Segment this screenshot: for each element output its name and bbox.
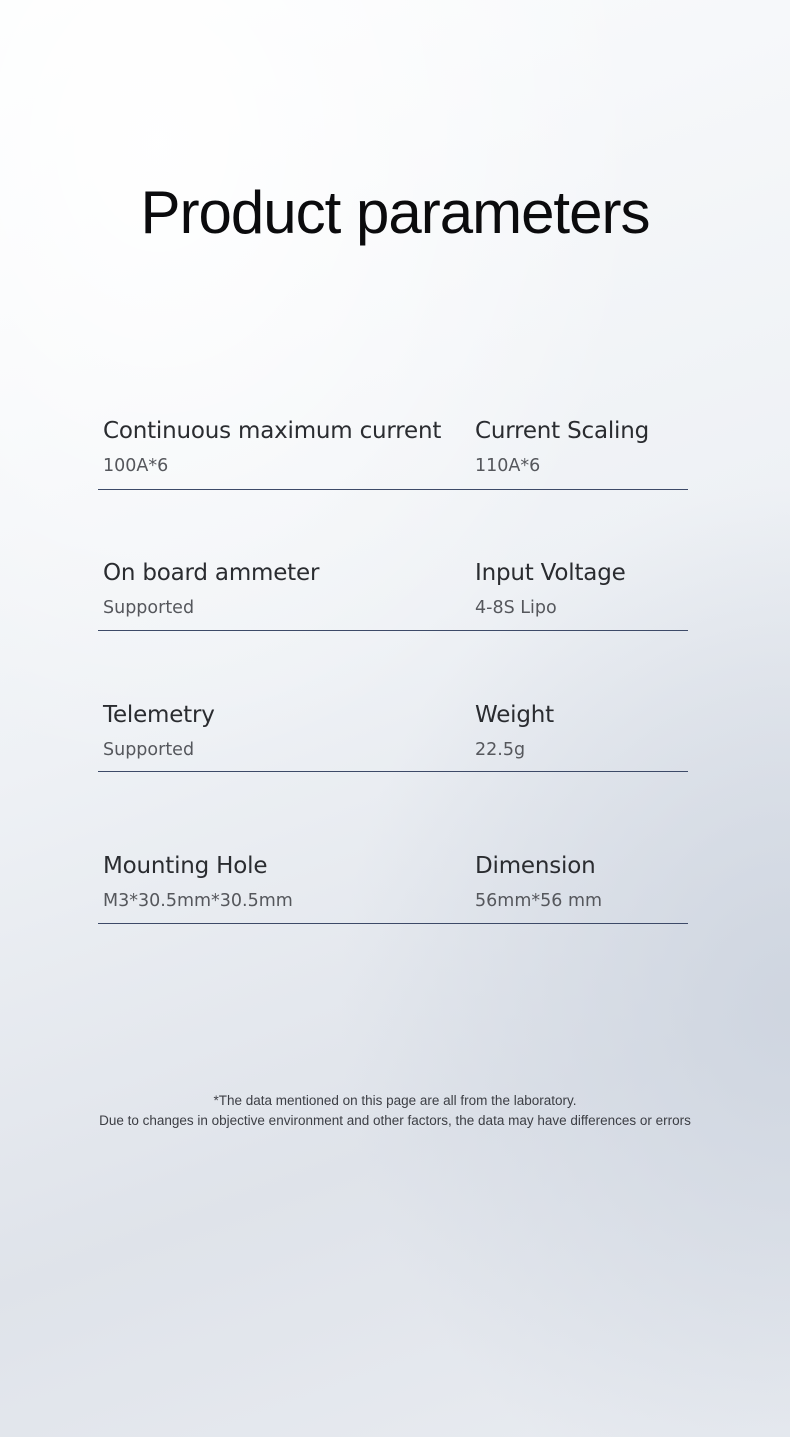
param-input-voltage [475, 560, 626, 618]
param-row-ammeter [98, 560, 688, 631]
param-label: On board ammeter [103, 560, 320, 586]
param-label: Weight [475, 702, 554, 728]
param-row-mounting [98, 853, 688, 924]
param-value: Supported [103, 740, 195, 760]
param-value: Supported [103, 598, 195, 618]
param-label: Mounting Hole [103, 853, 268, 879]
param-value: 56mm*56 mm [475, 891, 603, 911]
footnote-line-2: Due to changes in objective environment and other factors, the data may have differences or errors [99, 1113, 691, 1128]
param-label: Dimension [475, 853, 596, 879]
param-value: 22.5g [475, 740, 526, 760]
footnote [0, 1091, 790, 1131]
param-row-telemetry [98, 702, 688, 772]
param-dimension [475, 853, 602, 911]
param-current-scaling [475, 418, 649, 476]
param-value: 110A*6 [475, 456, 541, 476]
page-title: Product parameters [140, 179, 650, 246]
param-value: 100A*6 [103, 456, 169, 476]
param-telemetry [103, 702, 215, 760]
param-label: Telemetry [103, 702, 215, 728]
param-on-board-ammeter [103, 560, 319, 618]
param-label: Input Voltage [475, 560, 626, 586]
param-label: Continuous maximum current [103, 418, 442, 444]
footnote-line-1: *The data mentioned on this page are all from the laboratory. [213, 1093, 577, 1108]
param-continuous-current [103, 418, 441, 476]
param-label: Current Scaling [475, 418, 649, 444]
param-weight [475, 702, 554, 760]
param-value: 4-8S Lipo [475, 598, 557, 618]
param-row-current [98, 418, 688, 490]
param-value: M3*30.5mm*30.5mm [103, 891, 293, 911]
param-mounting-hole [103, 853, 293, 911]
